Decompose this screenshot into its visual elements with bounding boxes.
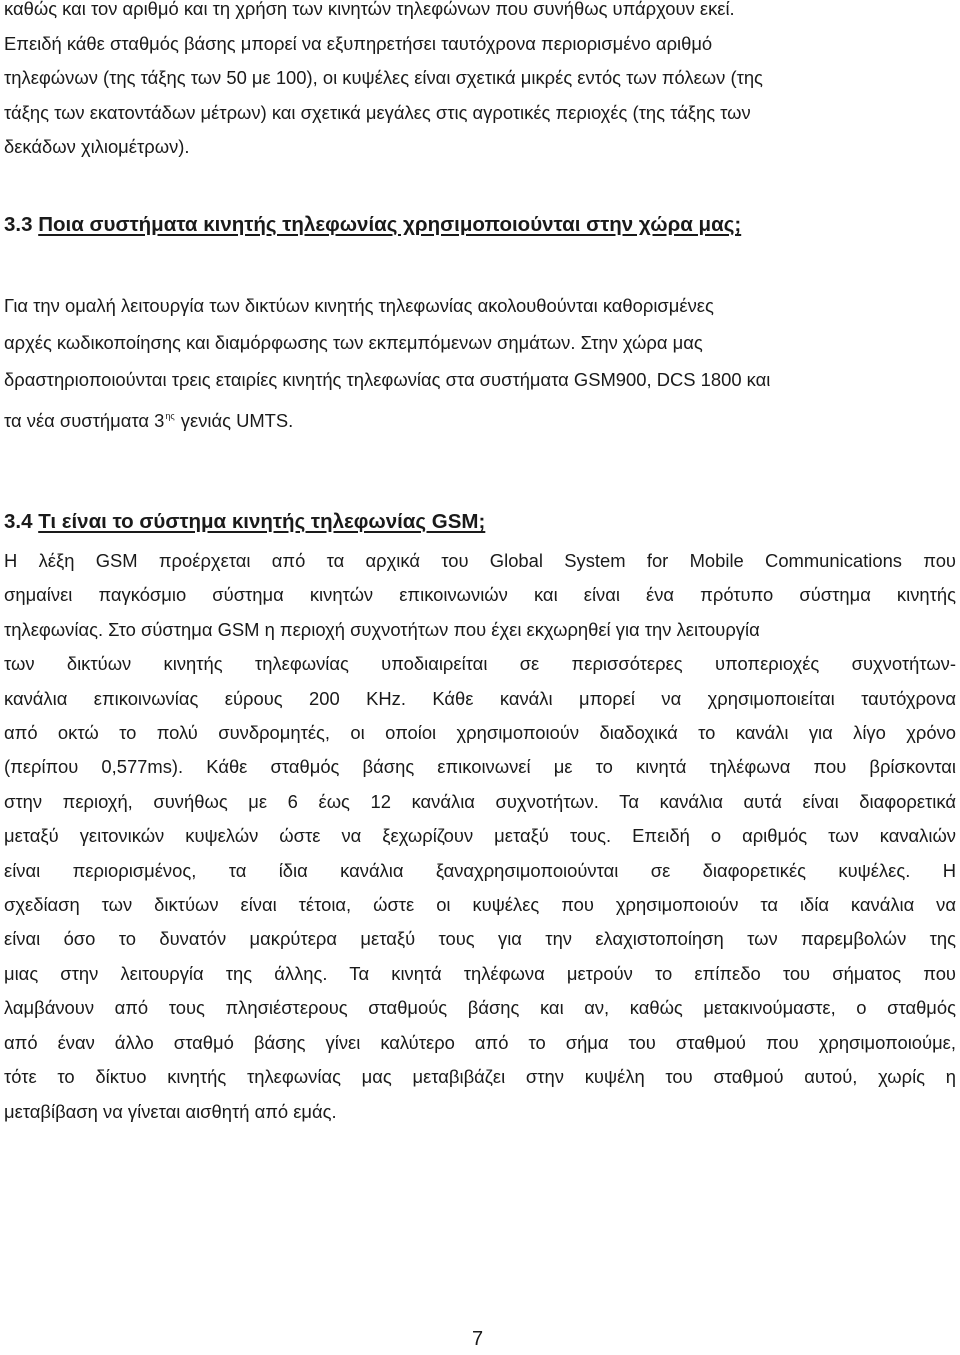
- paragraph-line: σχεδίαση των δικτύων είναι τέτοια, ώστε οι κυψέλες που χρησιμοποιούν τα ιδία κανάλια να: [4, 894, 956, 916]
- paragraph-line: δραστηριοποιούνται τρεις εταιρίες κινητής τηλεφωνίας στα συστήματα GSM900, DCS 1800 και: [4, 369, 771, 390]
- section-3-4-heading: [4, 510, 485, 534]
- intro-line: τηλεφώνων (της τάξης των 50 με 100), οι κυψέλες είναι σχετικά μικρές εντός των πόλεων (της: [4, 67, 763, 88]
- section-3-3-paragraph: [4, 287, 770, 439]
- intro-line: δεκάδων χιλιομέτρων).: [4, 136, 190, 157]
- section-3-3-heading: [4, 213, 741, 237]
- section-3-4-paragraph: [4, 544, 956, 1129]
- paragraph-line: μεταβίβαση να γίνεται αισθητή από εμάς.: [4, 1100, 337, 1122]
- section-number: 3.3: [4, 213, 33, 236]
- paragraph-line: μεταξύ γειτονικών κυψελών ώστε να ξεχωρίζουν μεταξύ τους. Επειδή ο αριθμός των καναλιών: [4, 825, 956, 847]
- section-title: Τι είναι το σύστημα κινητής τηλεφωνίας GSM;: [38, 510, 486, 533]
- paragraph-line: τηλεφωνίας. Στο σύστημα GSM η περιοχή συχνοτήτων που έχει εκχωρηθεί για την λειτουργία: [4, 618, 760, 640]
- ordinal-superscript: ης: [165, 411, 175, 421]
- paragraph-line: στην περιοχή, συνήθως με 6 έως 12 κανάλια συχνοτήτων. Τα κανάλια αυτά είναι διαφορετικά: [4, 790, 956, 812]
- page-number: 7: [472, 1328, 484, 1350]
- paragraph-line: (περίπου 0,577ms). Κάθε σταθμός βάσης επικοινωνεί με το κινητά τηλέφωνα που βρίσκονται: [4, 756, 956, 778]
- section-number: 3.4: [4, 510, 33, 533]
- intro-line: καθώς και τον αριθμό και τη χρήση των κινητών τηλεφώνων που συνήθως υπάρχουν εκεί.: [4, 0, 735, 19]
- paragraph-line: από οκτώ το πολύ συνδρομητές, οι οποίοι χρησιμοποιούν διαδοχικά το κανάλι για λίγο χρόνο: [4, 722, 956, 744]
- paragraph-line: [4, 398, 770, 439]
- line-text: τα νέα συστήματα 3: [4, 410, 165, 431]
- intro-line: Επειδή κάθε σταθμός βάσης μπορεί να εξυπηρετήσει ταυτόχρονα περιορισμένο αριθμό: [4, 32, 713, 54]
- paragraph-line: μιας στην λειτουργία της άλλης. Τα κινητά τηλέφωνα μετρούν το επίπεδο του σήματος που: [4, 962, 956, 984]
- paragraph-line: κανάλια επικοινωνίας εύρους 200 KHz. Κάθε κανάλι μπορεί να χρησιμοποιείται ταυτόχρονα: [4, 687, 956, 709]
- paragraph-line: από έναν άλλο σταθμό βάσης γίνει καλύτερο από το σήμα του σταθμού που χρησιμοποιούμε,: [4, 1031, 956, 1053]
- line-text: γενιάς UMTS.: [175, 410, 294, 431]
- paragraph-line: αρχές κωδικοποίησης και διαμόρφωσης των εκπεμπόμενων σημάτων. Στην χώρα μας: [4, 332, 703, 353]
- section-title: Ποια συστήματα κινητής τηλεφωνίας χρησιμοποιούνται στην χώρα μας;: [38, 213, 742, 236]
- paragraph-line: είναι περιορισμένος, τα ίδια κανάλια ξαναχρησιμοποιούνται σε διαφορετικές κυψέλες. Η: [4, 859, 956, 881]
- paragraph-line: Για την ομαλή λειτουργία των δικτύων κινητής τηλεφωνίας ακολουθούνται καθορισμένες: [4, 295, 714, 316]
- paragraph-line: τότε το δίκτυο κινητής τηλεφωνίας μας μεταβιβάζει στην κυψέλη του σταθμού αυτού, χωρίς η: [4, 1066, 956, 1088]
- paragraph-line: των δικτύων κινητής τηλεφωνίας υποδιαιρείται σε περισσότερες υποπεριοχές συχνοτήτων-: [4, 653, 956, 675]
- paragraph-line: Η λέξη GSM προέρχεται από τα αρχικά του Global System for Mobile Communications που: [4, 550, 956, 571]
- paragraph-line: λαμβάνουν από τους πλησιέστερους σταθμούς βάσης και αν, καθώς μετακινούμαστε, ο σταθμός: [4, 997, 956, 1019]
- paragraph-line: σημαίνει παγκόσμιο σύστημα κινητών επικοινωνιών και είναι ένα πρότυπο σύστημα κινητής: [4, 584, 956, 606]
- intro-paragraph: [4, 0, 763, 165]
- paragraph-line: είναι όσο το δυνατόν μακρύτερα μεταξύ τους για την ελαχιστοποίηση των παρεμβολών της: [4, 928, 956, 950]
- intro-line: τάξης των εκατοντάδων μέτρων) και σχετικά μεγάλες στις αγροτικές περιοχές (της τάξης των: [4, 101, 751, 123]
